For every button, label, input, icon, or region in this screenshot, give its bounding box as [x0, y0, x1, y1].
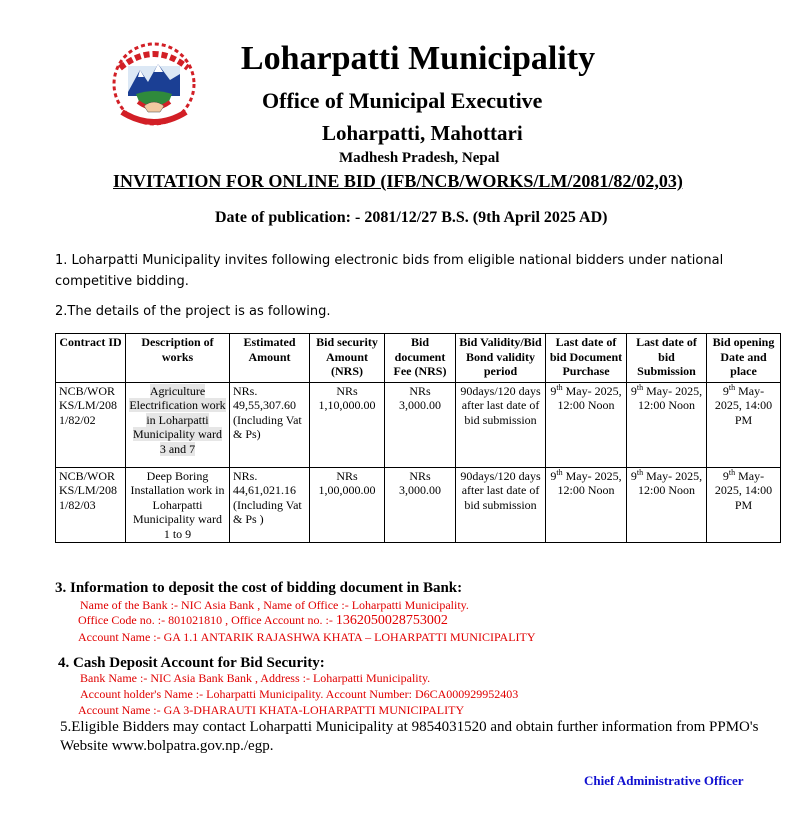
section5-paragraph: 5.Eligible Bidders may contact Loharpatti Municipality at 9854031520 and obtain further information from PPMO's Website www.bolpatra.gov.np./egp.	[60, 719, 759, 754]
section4-heading: 4. Cash Deposit Account for Bid Security:	[58, 655, 325, 671]
table-header-row	[56, 334, 781, 383]
cell-security: NRs 1,10,000.00	[310, 382, 385, 467]
table-row	[56, 467, 781, 543]
section3-bank-line: Name of the Bank :- NIC Asia Bank , Name of Office :- Loharpatti Municipality.	[80, 598, 469, 612]
header-estimated: Estimated Amount	[230, 334, 310, 383]
header-last-purchase: Last date of bid Document Purchase	[546, 334, 627, 383]
cell-description	[126, 382, 230, 467]
office-account-number: 1362050028753002	[335, 613, 448, 628]
table-row	[56, 382, 781, 467]
bid-table	[55, 333, 781, 543]
section3-office-code-line: Office Code no. :- 801021810 , Office Account no. :- 1362050028753002	[78, 613, 448, 628]
header-doc-fee: Bid document Fee (NRS)	[385, 334, 456, 383]
cell-opening: 9th May- 2025, 14:00 PM	[707, 382, 781, 467]
cell-contract-id: NCB/WORKS/LM/2081/82/02	[56, 382, 126, 467]
cell-validity: 90days/120 days after last date of bid submission	[456, 467, 546, 543]
details-paragraph: 2.The details of the project is as following.	[55, 304, 331, 319]
cell-estimated: NRs. 49,55,307.60 (Including Vat & Ps)	[230, 382, 310, 467]
cell-last-purchase: 9th May- 2025, 12:00 Noon	[546, 467, 627, 543]
cell-last-purchase: 9th May- 2025, 12:00 Noon	[546, 382, 627, 467]
signature-title: Chief Administrative Officer	[584, 773, 744, 788]
cell-last-submission: 9th May- 2025, 12:00 Noon	[627, 382, 707, 467]
province-title: Madhesh Pradesh, Nepal	[339, 150, 500, 166]
header-contract-id: Contract ID	[56, 334, 126, 383]
cell-last-submission: 9th May- 2025, 12:00 Noon	[627, 467, 707, 543]
section3-heading: 3. Information to deposit the cost of bidding document in Bank:	[55, 580, 463, 596]
section4-holder-line: Account holder's Name :- Loharpatti Municipality. Account Number: D6CA000929952403	[80, 687, 519, 701]
office-title: Office of Municipal Executive	[262, 88, 543, 113]
location-title: Loharpatti, Mahottari	[322, 121, 523, 145]
header-validity: Bid Validity/Bid Bond validity period	[456, 334, 546, 383]
section4-bank-line: Bank Name :- NIC Asia Bank Bank , Address :- Loharpatti Municipality.	[80, 671, 431, 685]
cell-opening: 9th May- 2025, 14:00 PM	[707, 467, 781, 543]
header-description: Description of works	[126, 334, 230, 383]
intro-paragraph: 1. Loharpatti Municipality invites following electronic bids from eligible national bidders under national competitive bidding.	[55, 253, 724, 289]
cell-validity: 90days/120 days after last date of bid submission	[456, 382, 546, 467]
cell-description-text: Agriculture Electrification work in Loharpatti Municipality ward 3 and 7	[129, 383, 226, 456]
invitation-heading: INVITATION FOR ONLINE BID (IFB/NCB/WORKS/LM/2081/82/02,03)	[113, 171, 683, 191]
cell-doc-fee: NRs 3,000.00	[385, 467, 456, 543]
municipality-title: Loharpatti Municipality	[240, 40, 596, 77]
header-opening: Bid opening Date and place	[707, 334, 781, 383]
cell-contract-id: NCB/WORKS/LM/2081/82/03	[56, 467, 126, 543]
header-last-submission: Last date of bid Submission	[627, 334, 707, 383]
header-security: Bid security Amount (NRS)	[310, 334, 385, 383]
section4-account-name-line: Account Name :- GA 3-DHARAUTI KHATA-LOHARPATTI MUNICIPALITY	[78, 703, 465, 717]
cell-estimated: NRs. 44,61,021.16 (Including Vat & Ps )	[230, 467, 310, 543]
publication-date: Date of publication: - 2081/12/27 B.S. (9th April 2025 AD)	[215, 209, 608, 226]
cell-security: NRs 1,00,000.00	[310, 467, 385, 543]
cell-description: Deep Boring Installation work in Loharpatti Municipality ward 1 to 9	[126, 467, 230, 543]
section3-account-name-line: Account Name :- GA 1.1 ANTARIK RAJASHWA KHATA – LOHARPATTI MUNICIPALITY	[78, 630, 536, 644]
cell-doc-fee: NRs 3,000.00	[385, 382, 456, 467]
